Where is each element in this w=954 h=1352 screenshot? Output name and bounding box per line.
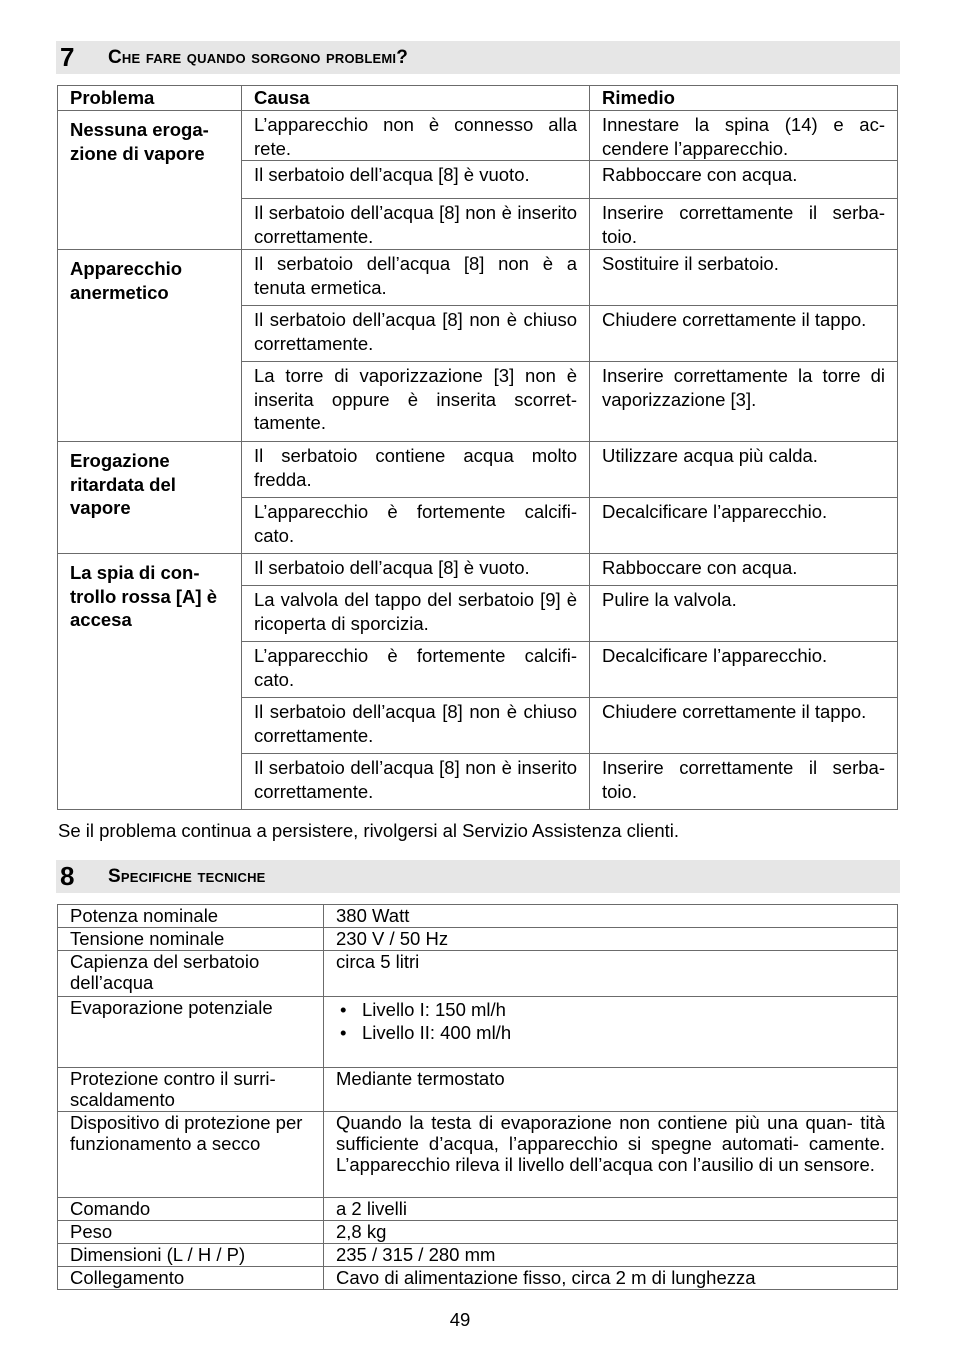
section-7-number: 7	[60, 42, 75, 72]
section-8-number: 8	[60, 861, 75, 891]
header-causa: Causa	[242, 86, 590, 111]
spec-row	[58, 928, 898, 951]
table-row	[58, 442, 898, 498]
cause-cell: Il serbatoio dell’acqua [8] non è inserito correttamente.	[242, 199, 590, 250]
cause-cell: L’apparecchio è fortemente calcifi- cato.	[242, 498, 590, 554]
remedy-cell: Chiudere correttamente il tappo.	[590, 306, 898, 362]
problem-cell: Erogazione ritardata del vapore	[58, 442, 242, 554]
spec-row	[58, 1244, 898, 1267]
remedy-cell: Rabboccare con acqua.	[590, 554, 898, 586]
spec-label: Protezione contro il surri- scaldamento	[58, 1068, 324, 1112]
specs-table	[57, 904, 898, 1290]
spec-row	[58, 1221, 898, 1244]
cause-cell: Il serbatoio dell’acqua [8] è vuoto.	[242, 161, 590, 199]
remedy-cell: Decalcificare l’apparecchio.	[590, 498, 898, 554]
remedy-cell: Utilizzare acqua più calda.	[590, 442, 898, 498]
list-item: • Livello II: 400 ml/h	[362, 1021, 885, 1044]
problem-cell: Nessuna eroga- zione di vapore	[58, 111, 242, 250]
spec-label: Peso	[58, 1221, 324, 1244]
cause-cell: Il serbatoio dell’acqua [8] non è chiuso correttamente.	[242, 306, 590, 362]
remedy-cell: Rabboccare con acqua.	[590, 161, 898, 199]
spec-value: a 2 livelli	[324, 1198, 898, 1221]
problem-cell: Apparecchio anermetico	[58, 250, 242, 442]
evaporation-levels-list	[336, 998, 885, 1044]
cause-cell: L’apparecchio è fortemente calcifi- cato.	[242, 642, 590, 698]
spec-value: Quando la testa di evaporazione non contiene più una quan- tità sufficiente d’acqua, l’apparecchio si spegne automati- camente. L’apparecchio rileva il livello dell’acqua con l’ausilio di un sensore.	[324, 1112, 898, 1198]
cause-cell: Il serbatoio dell’acqua [8] non è inserito correttamente.	[242, 754, 590, 810]
remedy-cell: Inserire correttamente il serba- toio.	[590, 754, 898, 810]
spec-row	[58, 1198, 898, 1221]
cause-cell: Il serbatoio dell’acqua [8] non è chiuso correttamente.	[242, 698, 590, 754]
spec-value: 380 Watt	[324, 905, 898, 928]
spec-label: Tensione nominale	[58, 928, 324, 951]
spec-value: circa 5 litri	[324, 951, 898, 997]
table-row	[58, 250, 898, 306]
spec-label: Capienza del serbatoio dell’acqua	[58, 951, 324, 997]
page-number: 49	[449, 1309, 471, 1330]
cause-cell: La torre di vaporizzazione [3] non è inserita oppure è inserita scorret- tamente.	[242, 362, 590, 442]
header-problema: Problema	[58, 86, 242, 111]
remedy-cell: Decalcificare l’apparecchio.	[590, 642, 898, 698]
remedy-cell: Inserire correttamente la torre di vaporizzazione [3].	[590, 362, 898, 442]
spec-value: 235 / 315 / 280 mm	[324, 1244, 898, 1267]
spec-label: Comando	[58, 1198, 324, 1221]
cause-cell: Il serbatoio dell’acqua [8] è vuoto.	[242, 554, 590, 586]
section-7-title: Che fare quando sorgono problemi?	[108, 47, 409, 68]
spec-row	[58, 997, 898, 1068]
spec-value: Mediante termostato	[324, 1068, 898, 1112]
spec-value: Cavo di alimentazione fisso, circa 2 m di lunghezza	[324, 1267, 898, 1290]
spec-row	[58, 1267, 898, 1290]
cause-cell: La valvola del tappo del serbatoio [9] è ricoperta di sporcizia.	[242, 586, 590, 642]
section-7-heading	[56, 41, 900, 74]
remedy-cell: Pulire la valvola.	[590, 586, 898, 642]
assistance-note: Se il problema continua a persistere, rivolgersi al Servizio Assistenza clienti.	[58, 820, 680, 841]
spec-row	[58, 1112, 898, 1198]
header-rimedio: Rimedio	[590, 86, 898, 111]
cause-cell: Il serbatoio contiene acqua molto fredda.	[242, 442, 590, 498]
remedy-cell: Sostituire il serbatoio.	[590, 250, 898, 306]
cause-cell: Il serbatoio dell’acqua [8] non è a tenuta ermetica.	[242, 250, 590, 306]
table-row	[58, 554, 898, 586]
spec-row	[58, 905, 898, 928]
table-row	[58, 111, 898, 161]
spec-label: Dispositivo di protezione per funzionamento a secco	[58, 1112, 324, 1198]
spec-label: Dimensioni (L / H / P)	[58, 1244, 324, 1267]
spec-label: Collegamento	[58, 1267, 324, 1290]
spec-label: Evaporazione potenziale	[58, 997, 324, 1068]
section-8-title: Specifiche tecniche	[108, 866, 266, 887]
spec-value: 2,8 kg	[324, 1221, 898, 1244]
cause-cell: L’apparecchio non è connesso alla rete.	[242, 111, 590, 161]
spec-value	[324, 997, 898, 1068]
remedy-cell: Chiudere correttamente il tappo.	[590, 698, 898, 754]
remedy-cell: Innestare la spina (14) e ac- cendere l’apparecchio.	[590, 111, 898, 161]
spec-value: 230 V / 50 Hz	[324, 928, 898, 951]
remedy-cell: Inserire correttamente il serba- toio.	[590, 199, 898, 250]
spec-label: Potenza nominale	[58, 905, 324, 928]
spec-row	[58, 951, 898, 997]
spec-row	[58, 1068, 898, 1112]
section-8-heading	[56, 860, 900, 893]
problem-cell: La spia di con- trollo rossa [A] è accesa	[58, 554, 242, 810]
list-item: • Livello I: 150 ml/h	[362, 998, 885, 1021]
troubleshooting-table	[57, 85, 898, 810]
table-header-row	[58, 86, 898, 111]
